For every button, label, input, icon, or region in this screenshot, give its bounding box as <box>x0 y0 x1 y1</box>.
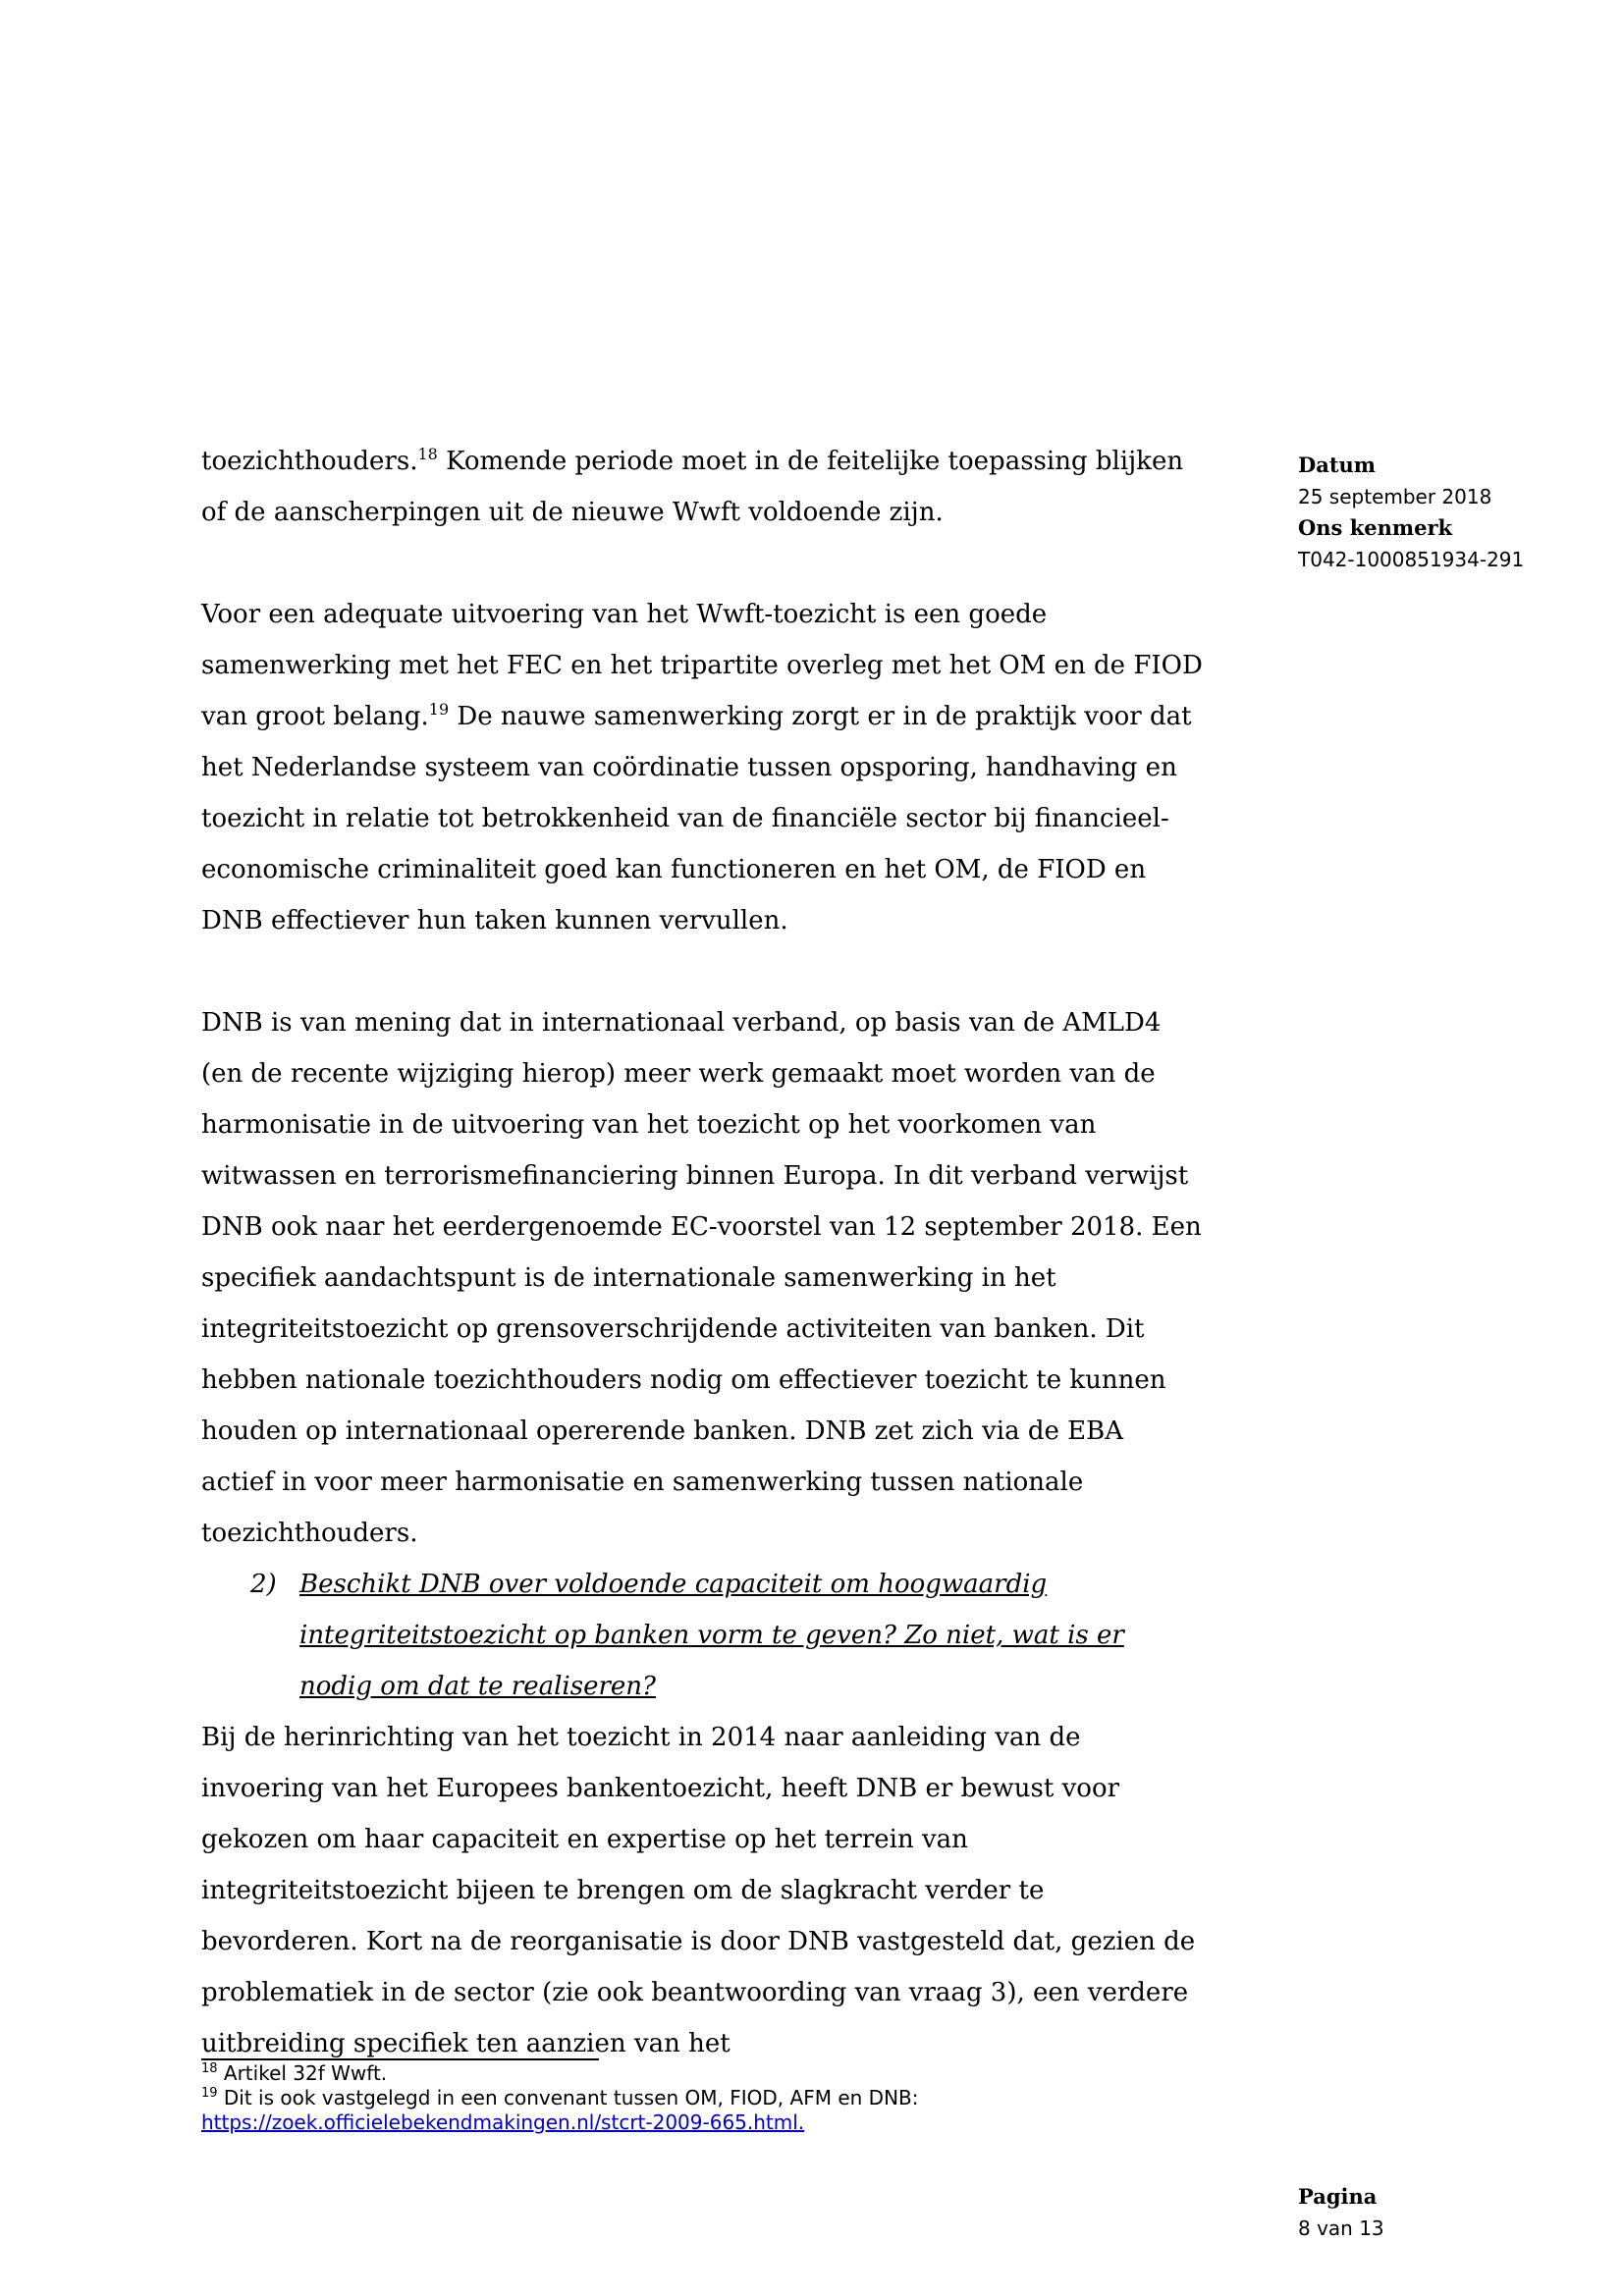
page-label: Pagina <box>1298 2184 1378 2209</box>
reference-value: T042-1000851934-291 <box>1298 548 1525 571</box>
paragraph-2-start: Voor een adequate uitvoering van het Wwft-toezicht is een goede samenwerking met het FEC en het tripartite overleg met het OM en de FIOD van groot belang. <box>201 600 1203 731</box>
document-meta <box>1298 450 1593 575</box>
footnote-19-text: Dit is ook vastgelegd in een convenant tussen OM, FIOD, AFM en DNB: <box>217 2086 919 2109</box>
footnote-19 <box>201 2086 1281 2110</box>
footnote-divider <box>201 2058 599 2060</box>
footnote-18-text: Artikel 32f Wwft. <box>217 2061 388 2085</box>
footnote-18-number: 18 <box>201 2061 218 2076</box>
page-number-block <box>1298 2181 1593 2244</box>
reference-label: Ons kenmerk <box>1298 515 1453 540</box>
date-value: 25 september 2018 <box>1298 485 1492 508</box>
paragraph-3-text: DNB is van mening dat in internationaal verband, op basis van de AMLD4 (en de recente wijziging hierop) meer werk gemaakt moet worden van de harmonisatie in de uitvoering van het toezicht op het voorkomen van witwassen en terrorismefinanciering binnen Europa. In dit verband verwijst DNB ook naar het eerdergenoemde EC-voorstel van 12 september 2018. Een specifiek aandachtspunt is de internationale samenwerking in het integriteitstoezicht op grensoverschrijdende activiteiten van banken. Dit hebben nationale toezichthouders nodig om effectiever toezicht te kunnen houden op internationaal opererende banken. DNB zet zich via de EBA actief in voor meer harmonisatie en samenwerking tussen nationale toezichthouders. <box>201 1008 1202 1548</box>
question-number: 2) <box>250 1570 277 1599</box>
footnote-19-number: 19 <box>201 2086 218 2101</box>
paragraph-1-start: toezichthouders. <box>201 447 418 476</box>
paragraph-3 <box>201 997 1203 1559</box>
question-text: Beschikt DNB over voldoende capaciteit om hoogwaardig integriteitstoezicht op banken vorm te geven? Zo niet, wat is er nodig om dat te realiseren? <box>299 1570 1124 1701</box>
paragraph-1 <box>201 436 1203 538</box>
paragraph-2-end: De nauwe samenwerking zorgt er in de praktijk voor dat het Nederlandse systeem van coördinatie tussen opsporing, handhaving en toezicht in relatie tot betrokkenheid van de financiële sector bij financieel-economische criminaliteit goed kan functioneren en het OM, de FIOD en DNB effectiever hun taken kunnen vervullen. <box>201 702 1192 935</box>
paragraph-1-end: Komende periode moet in de feitelijke toepassing blijken of de aanscherpingen uit de nieuwe Wwft voldoende zijn. <box>201 447 1184 527</box>
footnotes <box>201 2061 1281 2135</box>
paragraph-2 <box>201 589 1203 946</box>
footnote-ref-18[interactable]: 18 <box>417 445 438 463</box>
date-label: Datum <box>1298 453 1377 477</box>
page-value: 8 van 13 <box>1298 2216 1384 2240</box>
paragraph-4 <box>201 1712 1203 2069</box>
paragraph-4-text: Bij de herinrichting van het toezicht in 2014 naar aanleiding van de invoering van het Europees bankentoezicht, heeft DNB er bewust voor gekozen om haar capaciteit en expertise op het terrein van integriteitstoezicht bijeen te brengen om de slagkracht verder te bevorderen. Kort na de reorganisatie is door DNB vastgesteld dat, gezien de problematiek in de sector (zie ook beantwoording van vraag 3), een verdere uitbreiding specifiek ten aanzien van het <box>201 1723 1196 2058</box>
footnote-18 <box>201 2061 1281 2086</box>
footnote-19-link[interactable]: https://zoek.officielebekendmakingen.nl/stcrt-2009-665.html. <box>201 2110 805 2134</box>
footnote-ref-19[interactable]: 19 <box>428 700 450 719</box>
